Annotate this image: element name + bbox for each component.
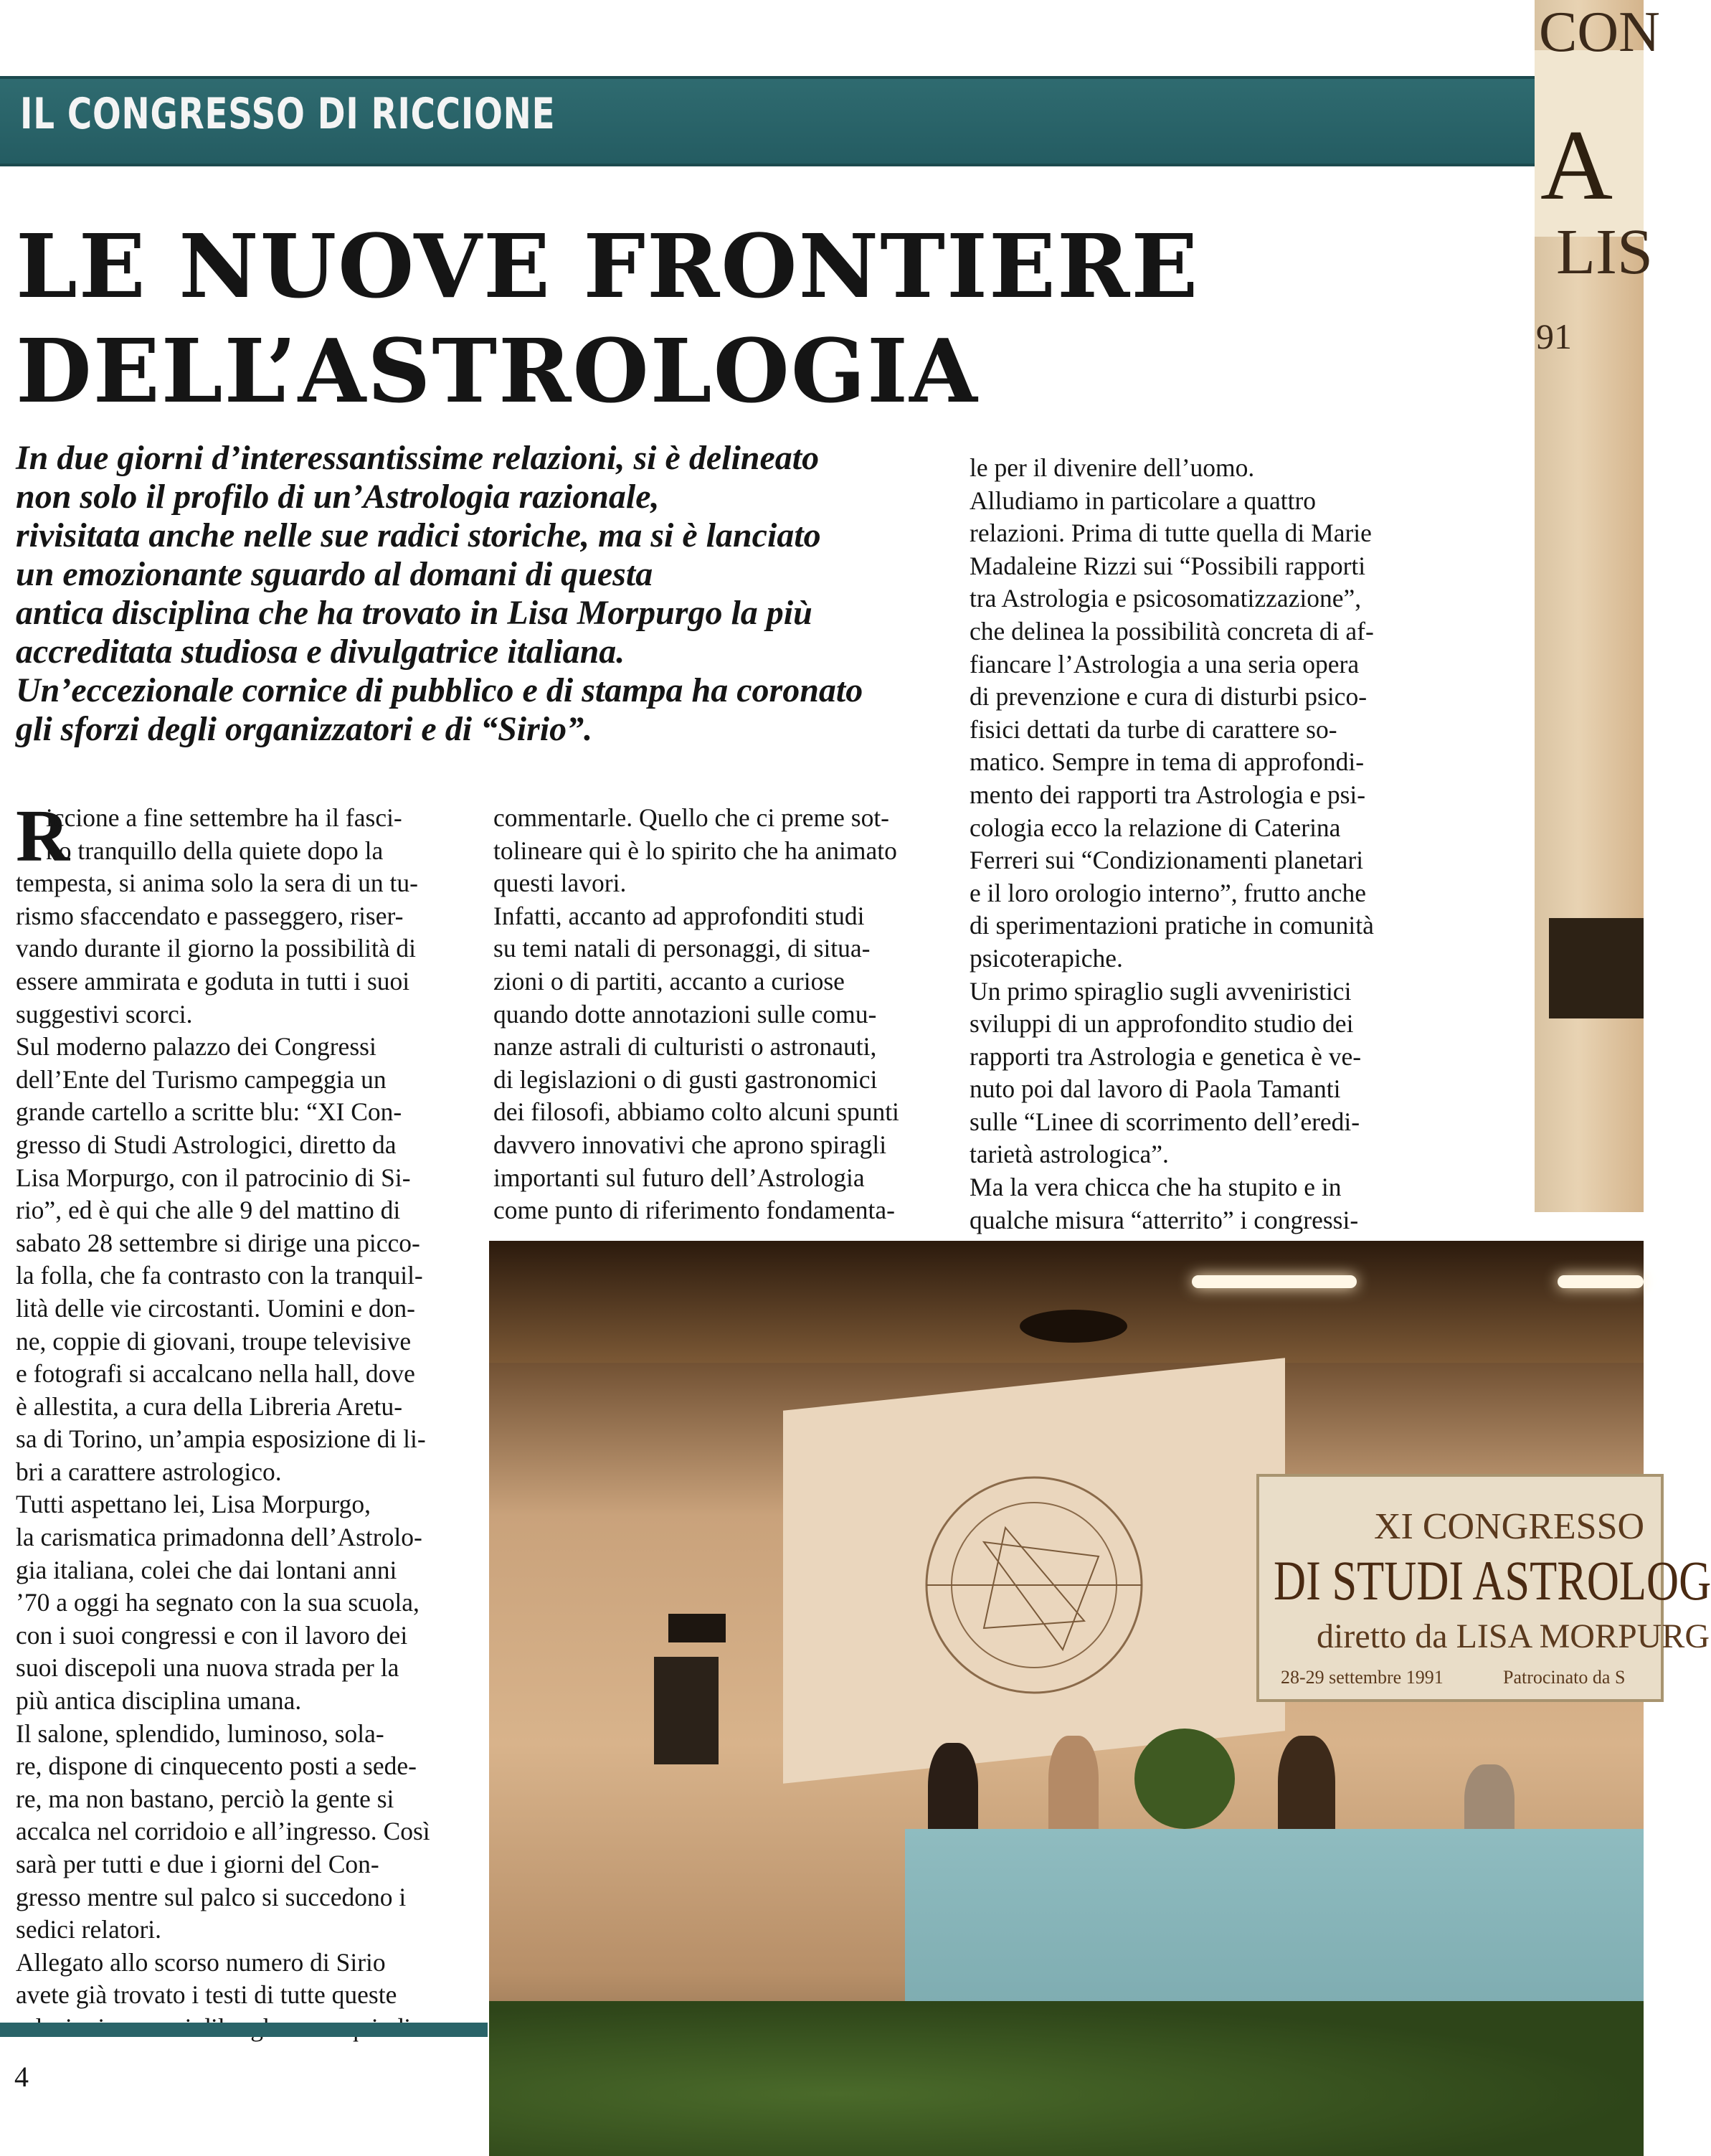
bottom-rule [0, 2023, 488, 2037]
text-line: Ma la vera chicca che ha stupito e in [970, 1173, 1342, 1202]
text-line: Madaleine Rizzi sui “Possibili rapporti [970, 551, 1366, 580]
text-line: accalca nel corridoio e all’ingresso. Così [16, 1817, 430, 1846]
photo-ceiling-vent [1020, 1310, 1127, 1343]
text-line: ’70 a oggi ha segnato con la sua scuola, [16, 1588, 420, 1617]
text-line: lità delle vie circostanti. Uomini e don- [16, 1293, 415, 1323]
page-number: 4 [14, 2061, 29, 2093]
sign-line-2: DI STUDI ASTROLOG [1274, 1549, 1711, 1612]
text-line: psicoterapiche. [970, 943, 1123, 973]
photo-ceiling [489, 1241, 1644, 1363]
text-line: tra Astrologia e psicosomatizzazione”, [970, 584, 1362, 613]
text-line: rio”, ed è qui che alle 9 del mattino di [16, 1196, 401, 1225]
text-line: iccione a fine settembre ha il fasci- [46, 803, 402, 832]
text-line: gia italiana, colei che dai lontani anni [16, 1555, 397, 1584]
photo-ceiling-light [1192, 1275, 1357, 1288]
text-line: relazioni. Prima di tutte quella di Marie [970, 519, 1372, 548]
text-line: le per il divenire dell’uomo. [970, 453, 1255, 482]
text-line: rapporti tra Astrologia e genetica è ve- [970, 1041, 1362, 1071]
photo-right-object [1549, 918, 1644, 1018]
photo-right-text-3: LIS [1556, 217, 1653, 288]
conference-photo [489, 1241, 1711, 2156]
text-line: Sul moderno palazzo dei Congressi [16, 1032, 376, 1062]
text-line: e il loro orologio interno”, frutto anche [970, 878, 1367, 907]
text-line: questi lavori. [493, 869, 627, 898]
text-line: commentarle. Quello che ci preme sot- [493, 803, 890, 832]
text-line: qualche misura “atterrito” i congressi- [970, 1205, 1359, 1234]
text-line: sa di Torino, un’ampia esposizione di li- [16, 1424, 426, 1454]
text-line: sviluppi di un approfondito studio dei [970, 1009, 1354, 1039]
text-line: come punto di riferimento fondamenta- [493, 1196, 895, 1225]
text-line: rismo sfaccendato e passeggero, riser- [16, 901, 404, 930]
text-line: e fotografi si accalcano nella hall, dove [16, 1359, 415, 1389]
text-line: Tutti aspettano lei, Lisa Morpurgo, [16, 1490, 371, 1519]
article-column-1 [16, 795, 430, 2045]
text-line: su temi natali di personaggi, di situa- [493, 934, 871, 963]
text-line: fisici dettati da turbe di carattere so- [970, 714, 1337, 744]
projector [668, 1614, 726, 1642]
text-line: sulle “Linee di scorrimento dell’eredi- [970, 1107, 1360, 1136]
text-line: suggestivi scorci. [16, 999, 193, 1029]
text-line: Infatti, accanto ad approfonditi studi [493, 901, 865, 930]
lead-line: antica disciplina che ha trovato in Lisa Morpurgo la più [16, 594, 812, 632]
projector-stand [654, 1657, 719, 1764]
photo-banner-closeup [1535, 0, 1660, 1212]
headline-line-1: LE NUOVE FRONTIERE [16, 214, 1200, 318]
photo-right-text-4: 91 [1536, 316, 1572, 356]
text-line: Lisa Morpurgo, con il patrocinio di Si- [16, 1163, 411, 1192]
text-line: importanti sul futuro dell’Astrologia [493, 1163, 865, 1192]
text-line: sabato 28 settembre si dirige una picco- [16, 1228, 420, 1257]
zodiac-wheel-icon [919, 1470, 1149, 1700]
text-line: dei filosofi, abbiamo colto alcuni spunti [493, 1097, 899, 1127]
congress-sign [1256, 1474, 1711, 1702]
text-line: di sperimentazioni pratiche in comunità [970, 911, 1374, 940]
text-line: bri a carattere astrologico. [16, 1457, 282, 1486]
text-line: tempesta, si anima solo la sera di un tu- [16, 869, 418, 898]
text-line: fiancare l’Astrologia a una seria opera [970, 649, 1360, 679]
sign-line-3: diretto da LISA MORPURG [1317, 1617, 1710, 1655]
lead-line: Un’eccezionale cornice di pubblico e di stampa ha coronato [16, 671, 863, 709]
text-line: tarietà astrologica”. [970, 1140, 1169, 1169]
text-line: cologia ecco la relazione di Caterina [970, 813, 1341, 842]
lead-line: non solo il profilo di un’Astrologia razionale, [16, 478, 660, 516]
text-line: zioni o di partiti, accanto a curiose [493, 966, 845, 996]
text-line: di prevenzione e cura di disturbi psico- [970, 682, 1368, 711]
text-line: tolineare qui è lo spirito che ha animato [493, 836, 897, 865]
text-line: suoi discepoli una nuova strada per la [16, 1653, 399, 1683]
text-line: più antica disciplina umana. [16, 1686, 302, 1716]
photo-right-text-2: A [1540, 110, 1613, 221]
lead-line: accreditata studiosa e divulgatrice italiana. [16, 633, 625, 671]
text-line: avete già trovato i testi di tutte queste [16, 1980, 397, 2010]
text-line: che delinea la possibilità concreta di af- [970, 616, 1374, 646]
text-line: nuto poi dal lavoro di Paola Tamanti [970, 1074, 1341, 1104]
sign-line-4: 28-29 settembre 1991 [1281, 1667, 1444, 1688]
section-title: IL CONGRESSO DI RICCIONE [20, 89, 556, 139]
text-line: con i suoi congressi e con il lavoro dei [16, 1620, 408, 1650]
text-line: ne, coppie di giovani, troupe televisive [16, 1326, 412, 1356]
lead-line: In due giorni d’interessantissime relazioni, si è delineato [16, 439, 820, 477]
article-column-3 [970, 452, 1374, 1237]
text-line: nanze astrali di culturisti o astronauti, [493, 1032, 877, 1062]
photo-ceiling-light [1558, 1275, 1644, 1288]
stage-plant [1134, 1729, 1235, 1829]
text-line: gresso mentre sul palco si succedono i [16, 1882, 407, 1911]
text-line: di legislazioni o di gusti gastronomici [493, 1064, 878, 1094]
headline [16, 214, 1235, 423]
speaker-figure [1048, 1736, 1099, 1843]
sign-line-5: Patrocinato da S [1503, 1667, 1626, 1688]
text-line: no tranquillo della quiete dopo la [46, 836, 384, 865]
lead-line: rivisitata anche nelle sue radici storiche, ma si è lanciato [16, 516, 821, 554]
article-column-2 [493, 802, 899, 1227]
text-line: re, dispone di cinquecento posti a sede- [16, 1751, 417, 1781]
lead-line: un emozionante sguardo al domani di questa [16, 555, 653, 593]
text-line: mento dei rapporti tra Astrologia e psi- [970, 780, 1366, 809]
text-line: vando durante il giorno la possibilità di [16, 934, 417, 963]
foreground-plants [489, 2001, 1644, 2156]
text-line: sarà per tutti e due i giorni del Con- [16, 1850, 379, 1878]
text-line: quando dotte annotazioni sulle comu- [493, 999, 877, 1029]
text-line: dell’Ente del Turismo campeggia un [16, 1064, 387, 1094]
photo-right-text-1: CON [1539, 1, 1660, 64]
text-line: è allestita, a cura della Libreria Aretu- [16, 1391, 403, 1421]
text-line: gresso di Studi Astrologici, diretto da [16, 1130, 397, 1159]
text-line: matico. Sempre in tema di approfondi- [970, 747, 1365, 777]
headline-line-2: DELL’ASTROLOGIA [16, 319, 979, 422]
text-line: la carismatica primadonna dell’Astrolo- [16, 1523, 422, 1552]
text-line: sedici relatori. [16, 1915, 162, 1944]
text-line: Ferreri sui “Condizionamenti planetari [970, 846, 1364, 875]
text-line: Alludiamo in particolare a quattro [970, 486, 1317, 515]
lead-line: gli sforzi degli organizzatori e di “Sirio”. [16, 710, 593, 748]
text-line: re, ma non bastano, perciò la gente si [16, 1784, 394, 1813]
text-line: essere ammirata e goduta in tutti i suoi [16, 966, 410, 996]
text-line: Allegato allo scorso numero di Sirio [16, 1947, 386, 1977]
sign-line-1: XI CONGRESSO [1374, 1506, 1645, 1547]
text-line: grande cartello a scritte blu: “XI Con- [16, 1097, 402, 1127]
drop-cap: R [16, 795, 70, 877]
text-line: Il salone, splendido, luminoso, sola- [16, 1718, 384, 1748]
text-line: davvero innovativi che aprono spiragli [493, 1130, 887, 1159]
text-line: la folla, che fa contrasto con la tranquil- [16, 1261, 423, 1290]
text-line: Un primo spiraglio sugli avveniristici [970, 976, 1352, 1006]
